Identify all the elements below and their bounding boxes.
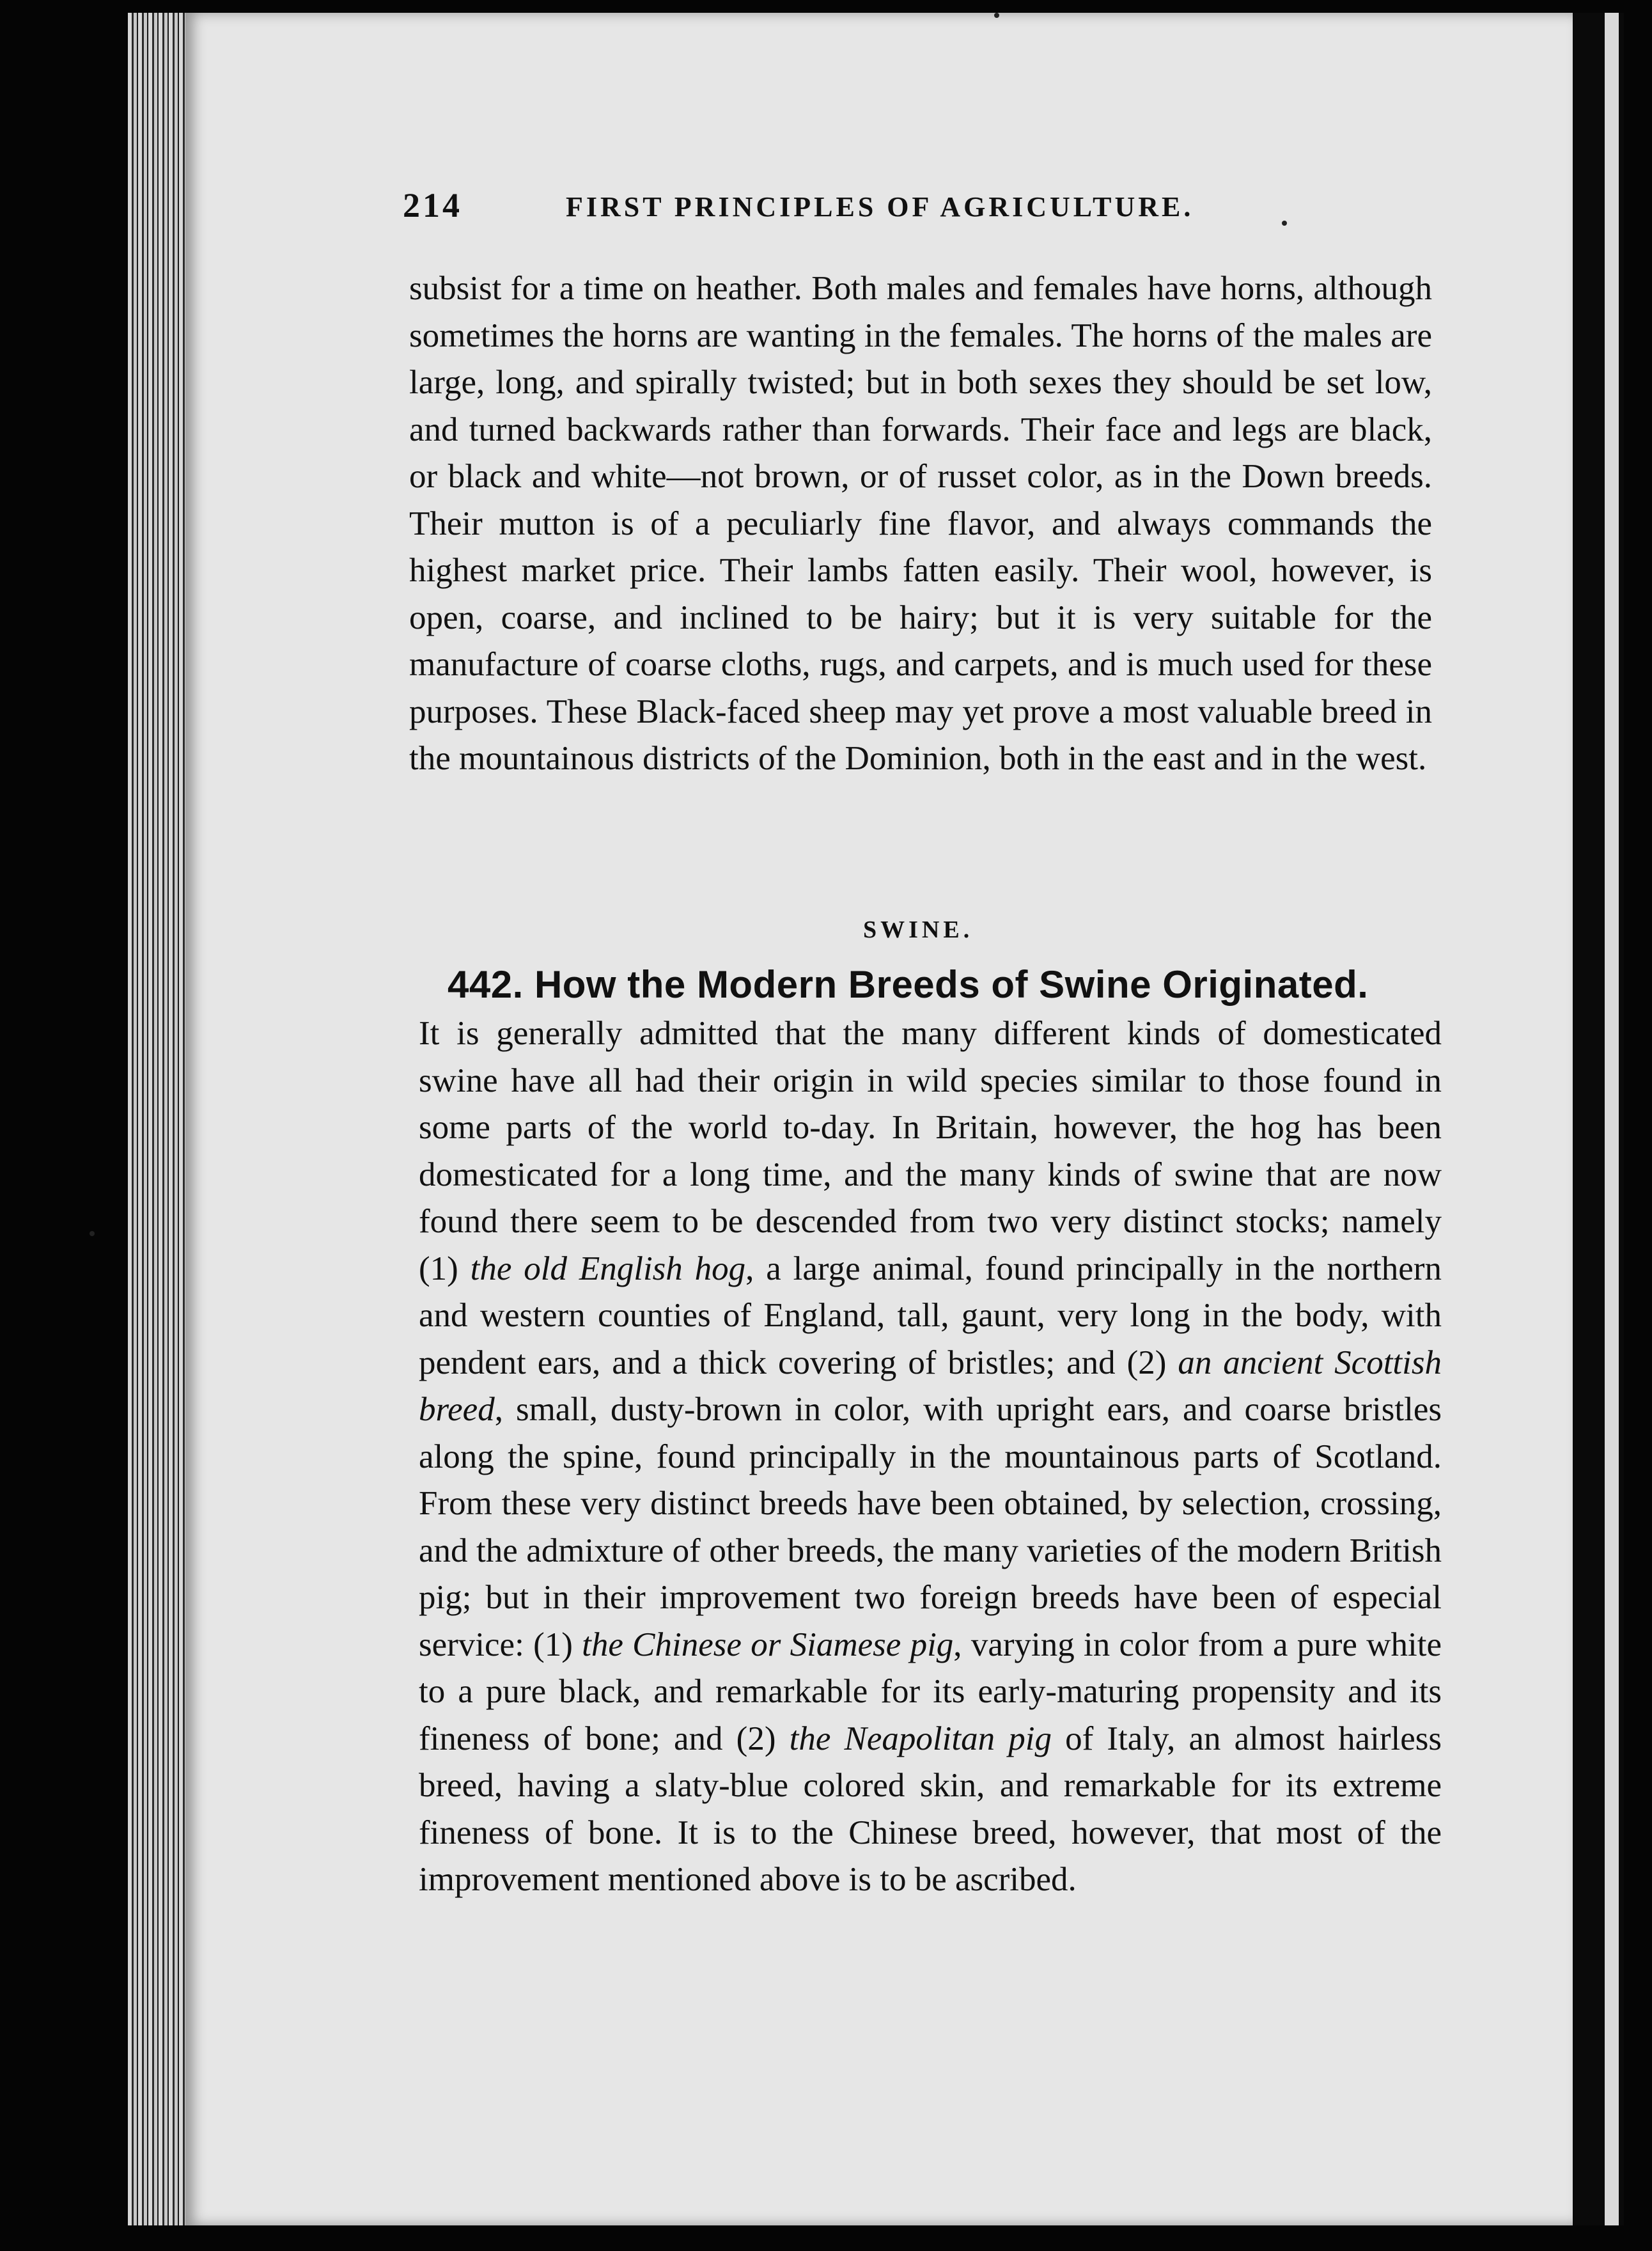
- text-run: of Italy, an almost hairless breed, having a slaty-blue colored skin, and remarkable for its extreme fineness of bone. It is to the Chinese breed, however, that most of the improvement mentioned above is to be ascribed.: [419, 1720, 1442, 1898]
- italic-term: the old English hog: [470, 1250, 746, 1287]
- text-run: It is generally admitted that the many different kinds of domesticated swine have all had their origin in wild species similar to those found in some parts of the world to-day. In Britain, however, the hog has been domesticated for a long time, and the many kinds of swine that are now found there seem to be descended from two very distinct stocks; namely (1): [419, 1015, 1442, 1287]
- text-run: , small, dusty-brown in color, with upright ears, and coarse bristles along the spine, found principally in the mountainous parts of Scotland. From these very distinct breeds have been obtained, by selection, crossing, and the admixture of other breeds, the many varieties of the modern British pig; but in their improvement two foreign breeds have been of especial service: (1): [419, 1391, 1442, 1663]
- item-heading: 442. How the Modern Breeds of Swine Originated.: [448, 963, 1369, 1006]
- speck-mark: [90, 1231, 95, 1236]
- paragraph-sheep: subsist for a time on heather. Both males and females have horns, although sometimes the horns are wanting in the females. The horns of the males are large, long, and spirally twisted; but in both sexes they should be set low, and turned backwards rather than forwards. Their face and legs are black, or black and white—not brown, or of russet color, as in the Down breeds. Their mutton is of a peculiarly fine flavor, and always commands the highest market price. Their lambs fatten easily. Their wool, however, is open, coarse, and inclined to be hairy; but it is very suitable for the manufacture of coarse cloths, rugs, and carpets, and is much used for these purposes. These Black-faced sheep may yet prove a most valuable breed in the mountainous districts of the Dominion, both in the east and in the west.: [409, 270, 1432, 777]
- italic-term: an ancient Scottish breed: [419, 1344, 1442, 1428]
- speck-mark: [1282, 221, 1287, 226]
- paragraph-swine: [419, 1010, 1442, 1904]
- italic-term: the Neapolitan pig: [789, 1720, 1052, 1757]
- running-head: [403, 185, 1298, 230]
- running-title: FIRST PRINCIPLES OF AGRICULTURE.: [566, 191, 1194, 223]
- text-run: , a large animal, found principally in the northern and western counties of England, tall, gaunt, very long in the body, with pendent ears, and a thick covering of bristles; and (2): [419, 1250, 1442, 1381]
- text-run: , varying in color from a pure white to a pure black, and remarkable for its early-maturing propensity and its fineness of bone; and (2): [419, 1626, 1442, 1757]
- facing-page-edge: [1605, 13, 1619, 2225]
- page-number: 214: [403, 186, 462, 224]
- speck-mark: [994, 13, 999, 18]
- section-heading: SWINE.: [863, 916, 974, 943]
- italic-term: the Chinese or Siamese pig: [582, 1626, 954, 1663]
